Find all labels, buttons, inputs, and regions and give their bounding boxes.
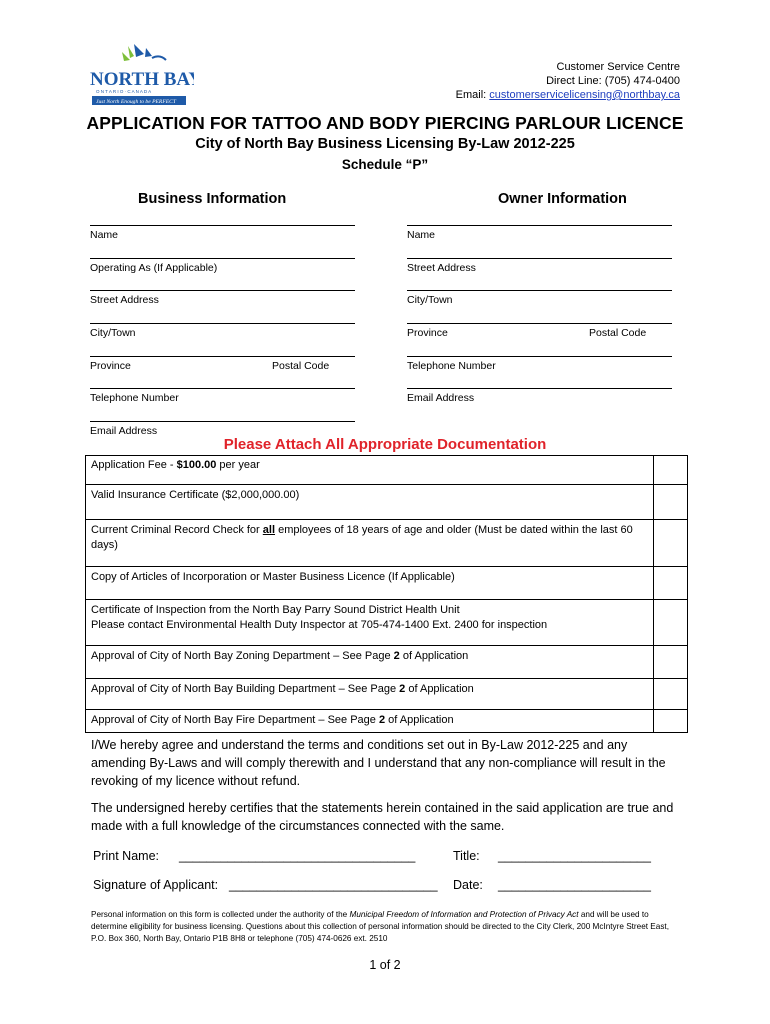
owner-info-heading: Owner Information [498, 191, 627, 207]
doc-checkbox[interactable] [654, 520, 688, 567]
criminal-prefix: Current Criminal Record Check for [91, 524, 263, 536]
owner-province-field[interactable] [407, 323, 672, 355]
print-name-input[interactable]: __________________________________ [179, 849, 416, 863]
contact-line-2: Direct Line: (705) 474-0400 [546, 75, 680, 87]
health-line-1: Certificate of Inspection from the North Bay Parry Sound District Health Unit [91, 604, 460, 616]
certification-text: The undersigned hereby certifies that the statements herein contained in the said application are true and made with a full knowledge of the circumstances connected with the same. [91, 801, 674, 833]
fire-prefix: Approval of City of North Bay Fire Department – See Page [91, 714, 379, 726]
doc-fire-approval [86, 710, 654, 733]
owner-telephone-field[interactable] [407, 356, 672, 388]
contact-line-1: Customer Service Centre [556, 61, 680, 73]
doc-health-certificate [86, 600, 654, 646]
field-label: Street Address [407, 262, 476, 274]
doc-criminal-record [86, 520, 654, 567]
page-number: 1 of 2 [369, 958, 401, 972]
contact-block [456, 60, 680, 102]
privacy-prefix: Personal information on this form is collected under the authority of the [91, 910, 350, 919]
approval-suffix: of Application [385, 714, 454, 726]
logo-name: NORTH BAY [90, 69, 194, 90]
owner-name-field[interactable] [407, 225, 672, 257]
postal-code-label: Postal Code [272, 360, 330, 372]
table-row [86, 646, 688, 679]
criminal-all: all [262, 524, 276, 536]
attach-documents-heading: Please Attach All Appropriate Documentation [223, 436, 547, 453]
field-label: Name [90, 229, 119, 241]
title-input[interactable]: ______________________ [498, 849, 651, 863]
business-city-field[interactable] [90, 323, 355, 355]
agreement-text: I/We hereby agree and understand the terms and conditions set out in By-Law 2012-225 and any amending By-Laws and will comply therewith and I understand that any non-compliance will result in the revoking of my licence without refund. [91, 738, 666, 788]
owner-street-field[interactable] [407, 258, 672, 290]
table-row [86, 567, 688, 600]
business-name-field[interactable] [90, 225, 355, 257]
field-label: Operating As (If Applicable) [90, 262, 218, 274]
doc-insurance: Valid Insurance Certificate ($2,000,000.00) [86, 485, 654, 520]
page-subtitle: City of North Bay Business Licensing By-Law 2012-225 [195, 136, 575, 152]
field-label: Province [90, 360, 131, 372]
doc-checkbox[interactable] [654, 600, 688, 646]
business-operating-as-field[interactable] [90, 258, 355, 290]
doc-application-fee [86, 456, 654, 485]
approval-suffix: of Application [405, 683, 474, 695]
table-row [86, 600, 688, 646]
doc-checkbox[interactable] [654, 646, 688, 679]
signature-label: Signature of Applicant: [93, 878, 219, 892]
field-label: Email Address [90, 425, 158, 437]
doc-checkbox[interactable] [654, 679, 688, 710]
logo-tagline: Just North Enough to be PERFECT [96, 99, 177, 105]
doc-building-approval [86, 679, 654, 710]
business-province-field[interactable] [90, 356, 355, 388]
page-title: APPLICATION FOR TATTOO AND BODY PIERCING PARLOUR LICENCE [86, 113, 684, 133]
date-input[interactable]: ______________________ [498, 878, 651, 892]
business-street-field[interactable] [90, 290, 355, 322]
signature-input[interactable]: ______________________________ [229, 878, 438, 892]
doc-zoning-approval [86, 646, 654, 679]
print-name-label: Print Name: [93, 849, 159, 863]
field-label: Street Address [90, 294, 159, 306]
approval-suffix: of Application [399, 650, 469, 662]
title-label: Title: [453, 849, 480, 863]
field-label: City/Town [90, 327, 136, 339]
field-label: City/Town [407, 294, 453, 306]
contact-email-row [456, 88, 680, 102]
documents-checklist [85, 455, 688, 733]
field-label: Email Address [407, 392, 475, 404]
table-row [86, 679, 688, 710]
field-label: Province [407, 327, 448, 339]
privacy-act: Municipal Freedom of Information and Protection of Privacy Act [349, 910, 579, 919]
doc-articles: Copy of Articles of Incorporation or Master Business Licence (If Applicable) [86, 567, 654, 600]
table-row [86, 710, 688, 733]
business-info-heading: Business Information [138, 191, 287, 207]
contact-email-prefix: Email: [455, 89, 490, 101]
table-row [86, 485, 688, 520]
logo-sub: O N T A R I O · C A N A D A [96, 89, 152, 94]
doc-checkbox[interactable] [654, 456, 688, 485]
doc-checkbox[interactable] [654, 567, 688, 600]
privacy-suffix: and will be used to determine eligibility for business licensing. Questions about this collection of personal information should be directed to the City Clerk, 200 McIntyre Street East, P.O. Box 360, North Bay, Ontario P1B 8H8 or telephone (705) 474-0626 ext. 2510 [91, 910, 669, 943]
north-bay-logo [86, 42, 194, 106]
field-label: Name [407, 229, 436, 241]
table-row [86, 520, 688, 567]
fee-suffix: per year [216, 459, 260, 471]
health-line-2: Please contact Environmental Health Duty Inspector at 705-474-1400 Ext. 2400 for inspection [91, 619, 548, 631]
building-prefix: Approval of City of North Bay Building Department – See Page [91, 683, 400, 695]
schedule-label: Schedule “P” [341, 157, 429, 172]
doc-checkbox[interactable] [654, 485, 688, 520]
table-row [86, 456, 688, 485]
field-label: Telephone Number [407, 360, 496, 372]
postal-code-label: Postal Code [589, 327, 647, 339]
email-link[interactable]: customerservicelicensing@northbay.ca [489, 89, 680, 101]
owner-city-field[interactable] [407, 290, 672, 322]
page-ref: 2 [378, 714, 386, 726]
privacy-notice [91, 909, 671, 945]
fee-amount: $100.00 [176, 459, 217, 471]
page-ref: 2 [399, 683, 406, 695]
criminal-suffix: employees of 18 years of age and older (Must be dated within the last 60 days) [91, 524, 633, 551]
doc-checkbox[interactable] [654, 710, 688, 733]
fee-prefix: Application Fee - [91, 459, 177, 471]
owner-email-field[interactable] [407, 388, 672, 420]
business-telephone-field[interactable] [90, 388, 355, 420]
field-label: Telephone Number [90, 392, 179, 404]
page-ref: 2 [393, 650, 400, 662]
zoning-prefix: Approval of City of North Bay Zoning Department – See Page [91, 650, 394, 662]
date-label: Date: [453, 878, 483, 892]
